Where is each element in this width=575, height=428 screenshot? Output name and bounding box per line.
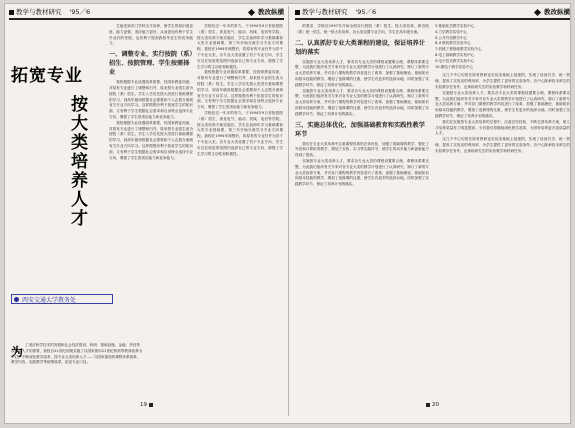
section-heading-2: 二、认真抓好专业大类课程的建设，保证培养计划的落实 bbox=[295, 39, 425, 56]
list-item: 3.基础化学教学实验中心 bbox=[435, 24, 475, 28]
abstract-text: 了适应科学技术的发展和社会经济建设、科研、基础设施、金融、外经等领域对人才的需要，我校自21世纪初就实施了以国家面向21世纪的高等教育改革为中心，不断深化教学改革，按专业大类培养人才……与国家重视的课程体系改革、教学内容、实践教学等统筹改革，拓宽专业口径。 bbox=[11, 343, 143, 365]
issue-number: '95／6 bbox=[355, 8, 377, 16]
author-affiliation: 西安交通大学教务处 bbox=[11, 294, 113, 304]
left-page bbox=[9, 7, 284, 411]
list-item: 4.力学教学实验中心 bbox=[435, 29, 468, 34]
right-column-2 bbox=[435, 24, 570, 404]
paragraph: 实施按专业大类培养人才，要求各专业大类的课程设置要合理，课程体系要完整，为此我们组织有关专家对各专业大类的教学计划进行了认真研究，制订了新的专业大类培养方案，并对各门课程的教学内容进行了改革，加强了基础理论、基础知识和基本技能的教学，增加了选修课的比重，使学生有更多的选择余地。同时加强了实践教学环节，保证了培养计划的落实。 bbox=[435, 90, 570, 118]
paragraph: 这几个中心均是在原有教研室实验室基础上组建的，实现了设备共享、统一管理，提高了实验室的利用率，为学生提供了更好的实验条件。各中心除承担本科生的实验教学任务外，还承担研究生的实验教学和科研任务。 bbox=[435, 137, 570, 153]
paragraph: 我们在实施按专业大类培养的过程中，注意总结经验，不断完善培养方案，使人才培养质量有了明显提高。今后我们将继续深化教学改革，为国家培养更多高质量的人才。 bbox=[435, 119, 570, 136]
page-number: 19 bbox=[140, 402, 147, 408]
list-item: 10.微电子教学实验中心 bbox=[435, 64, 474, 69]
journal-name: 教学与教材研究 bbox=[16, 8, 62, 16]
paragraph: 实施按专业大类培养人才，要求各专业大类的课程设置要合理，课程体系要完整，为此我们组织有关专家对各专业大类的教学计划进行了认真研究，制订了新的专业大类培养方案，并对各门课程的教学内容进行了改革，加强了基础理论、基础知识和基本技能的教学，增加了选修课的比重，使学生有更多的选择余地。同时加强了实践教学环节，保证了培养计划的落实。 bbox=[295, 158, 429, 187]
page-number: 20 bbox=[432, 402, 439, 408]
lab-center-list bbox=[435, 24, 570, 70]
right-running-header bbox=[295, 7, 570, 20]
paragraph: 我们在专业大类培养中注重课程体系的总体优化，加强了基础课的教学，强化了外语和计算机的教学，增加了实验、实习等实践环节，使学生的动手能力和创新能力得到了提高。 bbox=[295, 141, 429, 158]
title-line-2: 按大类培养人才 bbox=[67, 95, 87, 228]
left-column-2 bbox=[197, 24, 283, 404]
paragraph: 实施按专业大类培养人才，要求各专业大类的课程设置要合理，课程体系要完整，为此我们组织有关专家对各专业大类的教学计划进行了认真研究，制订了新的专业大类培养方案，并对各门课程的教学内容进行了改革，加强了基础理论、基础知识和基本技能的教学，增加了选修课的比重，使学生有更多的选择余地。同时加强了实践教学环节，保证了培养计划的落实。 bbox=[295, 59, 429, 87]
section-label: 教改纵横 bbox=[249, 7, 284, 18]
paragraph: 实施按专业大类培养人才，要求各专业大类的课程设置要合理，课程体系要完整，为此我们组织有关专家对各专业大类的教学计划进行了认真研究，制订了新的专业大类培养方案，并对各门课程的教学内容进行了改革，加强了基础理论、基础知识和基本技能的教学，增加了选修课的比重，使学生有更多的选择余地。同时加强了实践教学环节，保证了培养计划的落实。 bbox=[295, 88, 429, 116]
square-bullet-icon bbox=[149, 403, 153, 407]
paragraph: 这几个中心均是在原有教研室实验室基础上组建的，实现了设备共享、统一管理，提高了实验室的利用率，为学生提供了更好的实验条件。各中心除承担本科生的实验教学任务外，还承担研究生的实验教学和科研任务。 bbox=[435, 73, 570, 89]
list-item: 8.电工基础教学实验中心 bbox=[435, 52, 475, 57]
right-page bbox=[295, 7, 570, 411]
title-line-1: 拓宽专业 bbox=[11, 66, 83, 86]
left-page-footer bbox=[9, 401, 284, 409]
paragraph: 的要求，学校在1997年开始全面实行按院（系）招生、按大类培养，即各院（系）统一招生，统一按大类培养，各大类设置专业方向，学生在高年级分流。 bbox=[295, 24, 429, 34]
diamond-bullet-icon bbox=[534, 9, 541, 16]
paragraph: 我校根据专业设置改革需要，经国家教委同意，对原有专业进行了调整和归并，原来按专业招生改为按院（系）招生。学生入学后先按大类进行基础课程的学习，到高年级再根据社会需要和个人志愿分流到有关专业方向学习。这样做既有利于拓宽学生的知识面，又有利于学生根据社会需求和自身特点选择专业方向，增强了学生的适应能力和竞争能力。 bbox=[109, 80, 193, 119]
list-item: 6.计算机教学实验中心 bbox=[435, 41, 471, 46]
page-gutter bbox=[288, 6, 289, 416]
diamond-bullet-icon bbox=[248, 9, 255, 16]
paragraph: 学校经过一年多的努力，于1994年9月首批按院（系）招生，涉及电气、能动、机械、电信等学院。按大类培养方案实施后，学生在前两年学习基础课和大类专业基础课，第三年开始分流学习专业方向课程。我校在1994年调整后，将原有的专业归并为若干个专业大类，各专业大类设置了若干专业方向，学生可以在较宽的范围内选择自己的专业方向，增强了学生学习的主动性和积极性。 bbox=[197, 110, 283, 156]
left-running-header bbox=[9, 7, 284, 20]
square-bullet-icon bbox=[9, 10, 14, 15]
section-heading-1: 一、调整专业，实行按院（系）招生、按院管理、学生按需择业 bbox=[109, 51, 193, 77]
article-title bbox=[9, 23, 106, 291]
journal-spread bbox=[4, 3, 571, 424]
square-bullet-icon bbox=[295, 10, 300, 15]
list-item: 5.公共外语教学中心 bbox=[435, 35, 468, 40]
paragraph: 我校根据专业设置改革需要，经国家教委同意，对原有专业进行了调整和归并，原来按专业招生改为按院（系）招生。学生入学后先按大类进行基础课程的学习，到高年级再根据社会需要和个人志愿分流到有关专业方向学习。这样做既有利于拓宽学生的知识面，又有利于学生根据社会需求和自身特点选择专业方向，增强了学生的适应能力和竞争能力。 bbox=[109, 120, 193, 160]
section-label: 教改纵横 bbox=[535, 7, 570, 18]
journal-name: 教学与教材研究 bbox=[302, 8, 348, 16]
paragraph: 我校根据专业设置改革需要，经国家教委同意，对原有专业进行了调整和归并，原来按专业招生改为按院（系）招生。学生入学后先按大类进行基础课程的学习，到高年级再根据社会需要和个人志愿分流到有关专业方向学习。这样做既有利于拓宽学生的知识面，又有利于学生根据社会需求和自身特点选择专业方向，增强了学生的适应能力和竞争能力。 bbox=[197, 70, 283, 110]
left-column-1 bbox=[109, 24, 193, 404]
issue-number: '95／6 bbox=[69, 8, 91, 16]
square-bullet-icon bbox=[426, 403, 430, 407]
drop-cap: 为 bbox=[11, 345, 24, 359]
section-heading-3: 三、实施总体优化，加强基础教育和实践性教学环节 bbox=[295, 121, 425, 138]
right-column-1 bbox=[295, 24, 429, 404]
paragraph: 学校经过一年多的努力，于1994年9月首批按院（系）招生，涉及电气、能动、机械、电信等学院。按大类培养方案实施后，学生在前两年学习基础课和大类专业基础课，第三年开始分流学习专业方向课程。我校在1994年调整后，将原有的专业归并为若干个专业大类，各专业大类设置了若干专业方向，学生可以在较宽的范围内选择自己的专业方向，增强了学生学习的主动性和积极性。 bbox=[197, 24, 283, 69]
paragraph: 生能受到多门学科交叉培养，使学生的知识面更宽，能力更强，适应能力更好，从而更加有利于学生毕业后的发展，也有利于提高我校毕业生的竞争能力。 bbox=[109, 24, 193, 46]
list-item: 7.机械工程基础教学实验中心 bbox=[435, 47, 482, 52]
right-page-footer bbox=[295, 401, 570, 409]
list-item: 9.电子技术教学实验中心 bbox=[435, 58, 475, 63]
circle-bullet-icon bbox=[14, 297, 19, 302]
